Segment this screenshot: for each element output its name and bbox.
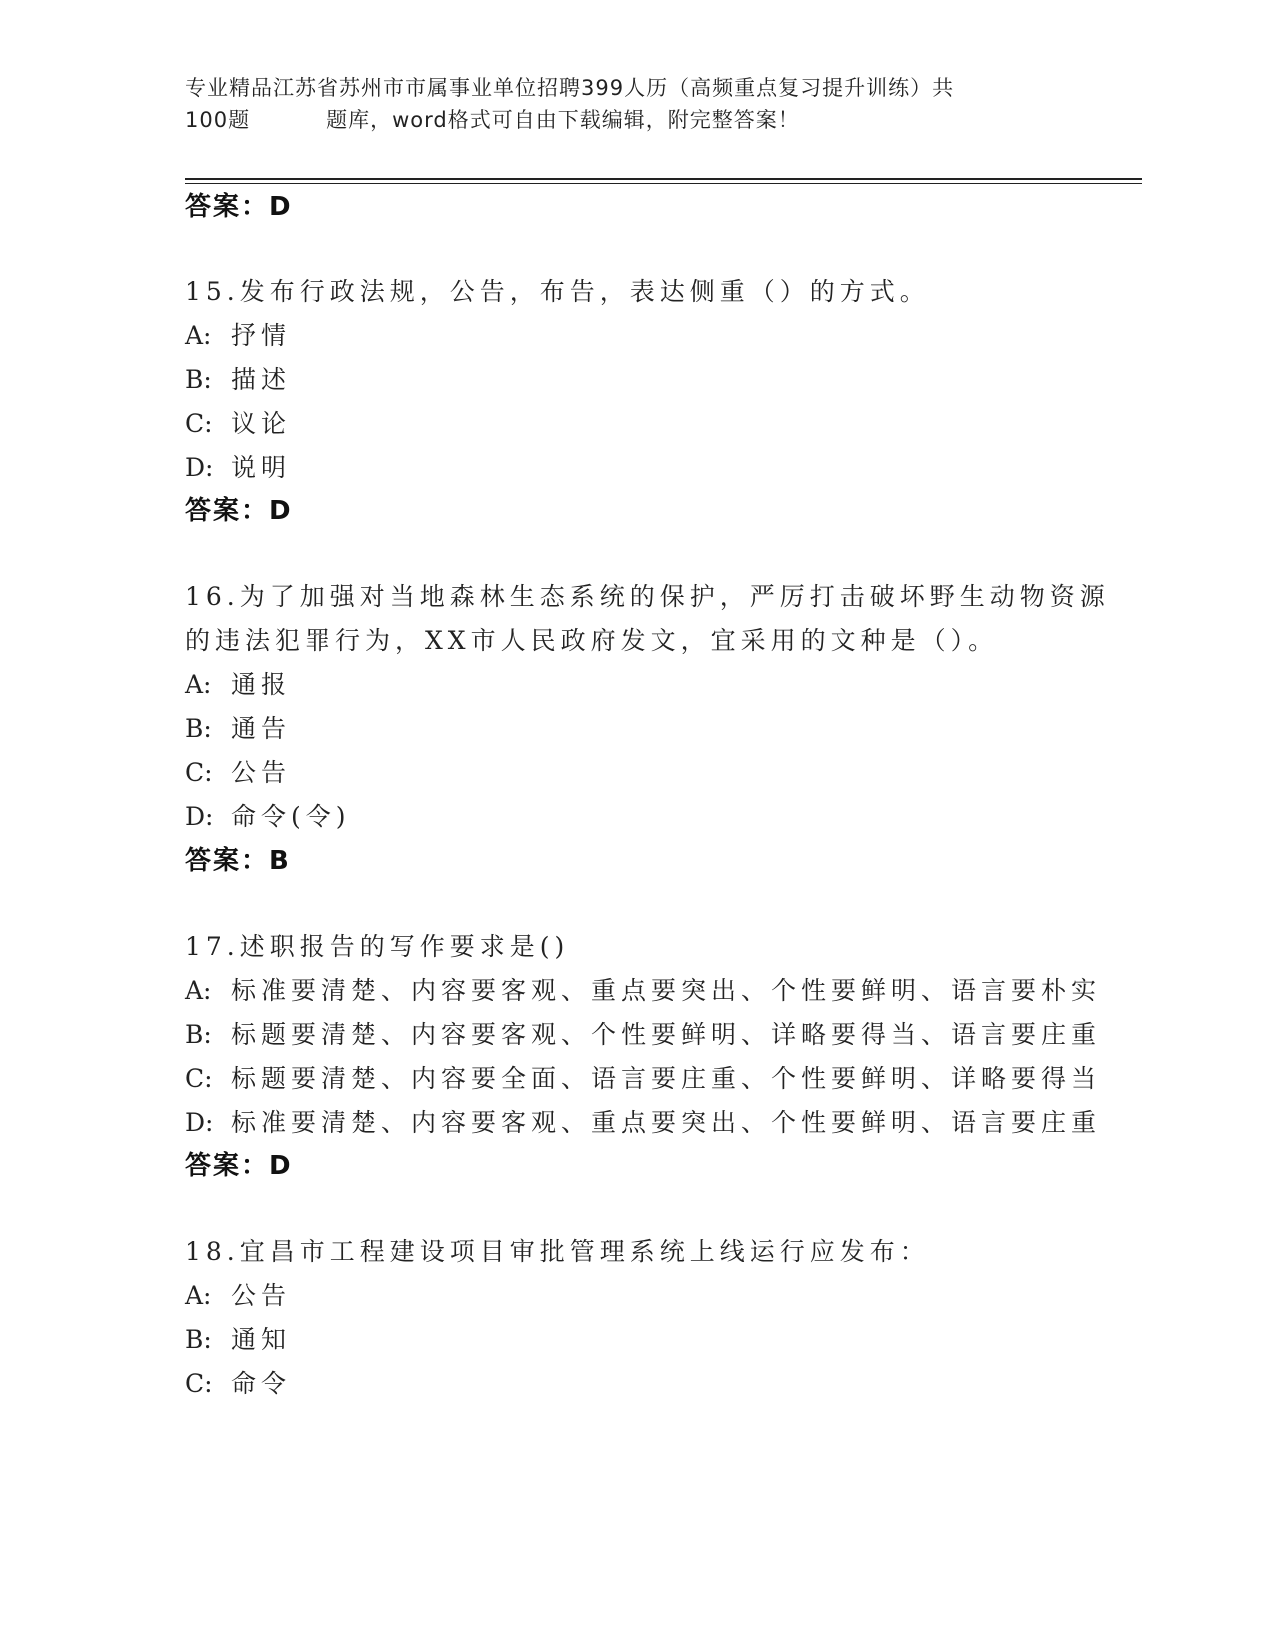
- question-17-option-b: B: 标题要清楚、内容要客观、个性要鲜明、详略要得当、语言要庄重: [185, 1020, 1102, 1049]
- question-18-option-c: C: 命令: [185, 1369, 292, 1398]
- page-header: [185, 72, 1065, 136]
- question-16-option-d: D: 命令(令): [185, 802, 351, 831]
- question-17-stem: 17.述职报告的写作要求是(): [185, 932, 570, 961]
- question-15-option-a: A: 抒情: [185, 321, 292, 350]
- header-divider-thick: [185, 178, 1142, 180]
- previous-answer: 答案：D: [185, 192, 293, 222]
- question-18-stem: 18.宜昌市工程建设项目审批管理系统上线运行应发布：: [185, 1237, 930, 1266]
- question-15-option-d: D: 说明: [185, 453, 292, 482]
- question-16-option-a: A: 通报: [185, 670, 292, 699]
- question-15-option-b: B: 描述: [185, 365, 292, 394]
- header-line-1: 专业精品江苏省苏州市市属事业单位招聘399人历（高频重点复习提升训练）共: [185, 76, 955, 100]
- header-note: 题库，word格式可自由下载编辑，附完整答案！: [326, 108, 800, 132]
- question-15-answer: 答案：D: [185, 496, 293, 526]
- header-line-2: [185, 104, 1065, 136]
- question-16-answer: 答案：B: [185, 846, 291, 876]
- question-17-answer: 答案：D: [185, 1151, 293, 1181]
- question-16-stem-line-1: 16.为了加强对当地森林生态系统的保护，严厉打击破坏野生动物资源: [185, 582, 1110, 611]
- header-count: 100题: [185, 108, 251, 132]
- question-15-stem: 15.发布行政法规，公告，布告，表达侧重（）的方式。: [185, 277, 930, 306]
- question-16-option-c: C: 公告: [185, 758, 292, 787]
- question-18-option-a: A: 公告: [185, 1281, 292, 1310]
- question-16-option-b: B: 通告: [185, 714, 292, 743]
- question-16-stem-line-2: 的违法犯罪行为，XX市人民政府发文，宜采用的文种是（）。: [185, 626, 999, 655]
- question-17-option-c: C: 标题要清楚、内容要全面、语言要庄重、个性要鲜明、详略要得当: [185, 1064, 1102, 1093]
- question-18-option-b: B: 通知: [185, 1325, 292, 1354]
- question-17-option-a: A: 标准要清楚、内容要客观、重点要突出、个性要鲜明、语言要朴实: [185, 976, 1102, 1005]
- header-divider-thin: [185, 183, 1142, 184]
- question-17-option-d: D: 标准要清楚、内容要客观、重点要突出、个性要鲜明、语言要庄重: [185, 1108, 1102, 1137]
- question-15-option-c: C: 议论: [185, 409, 292, 438]
